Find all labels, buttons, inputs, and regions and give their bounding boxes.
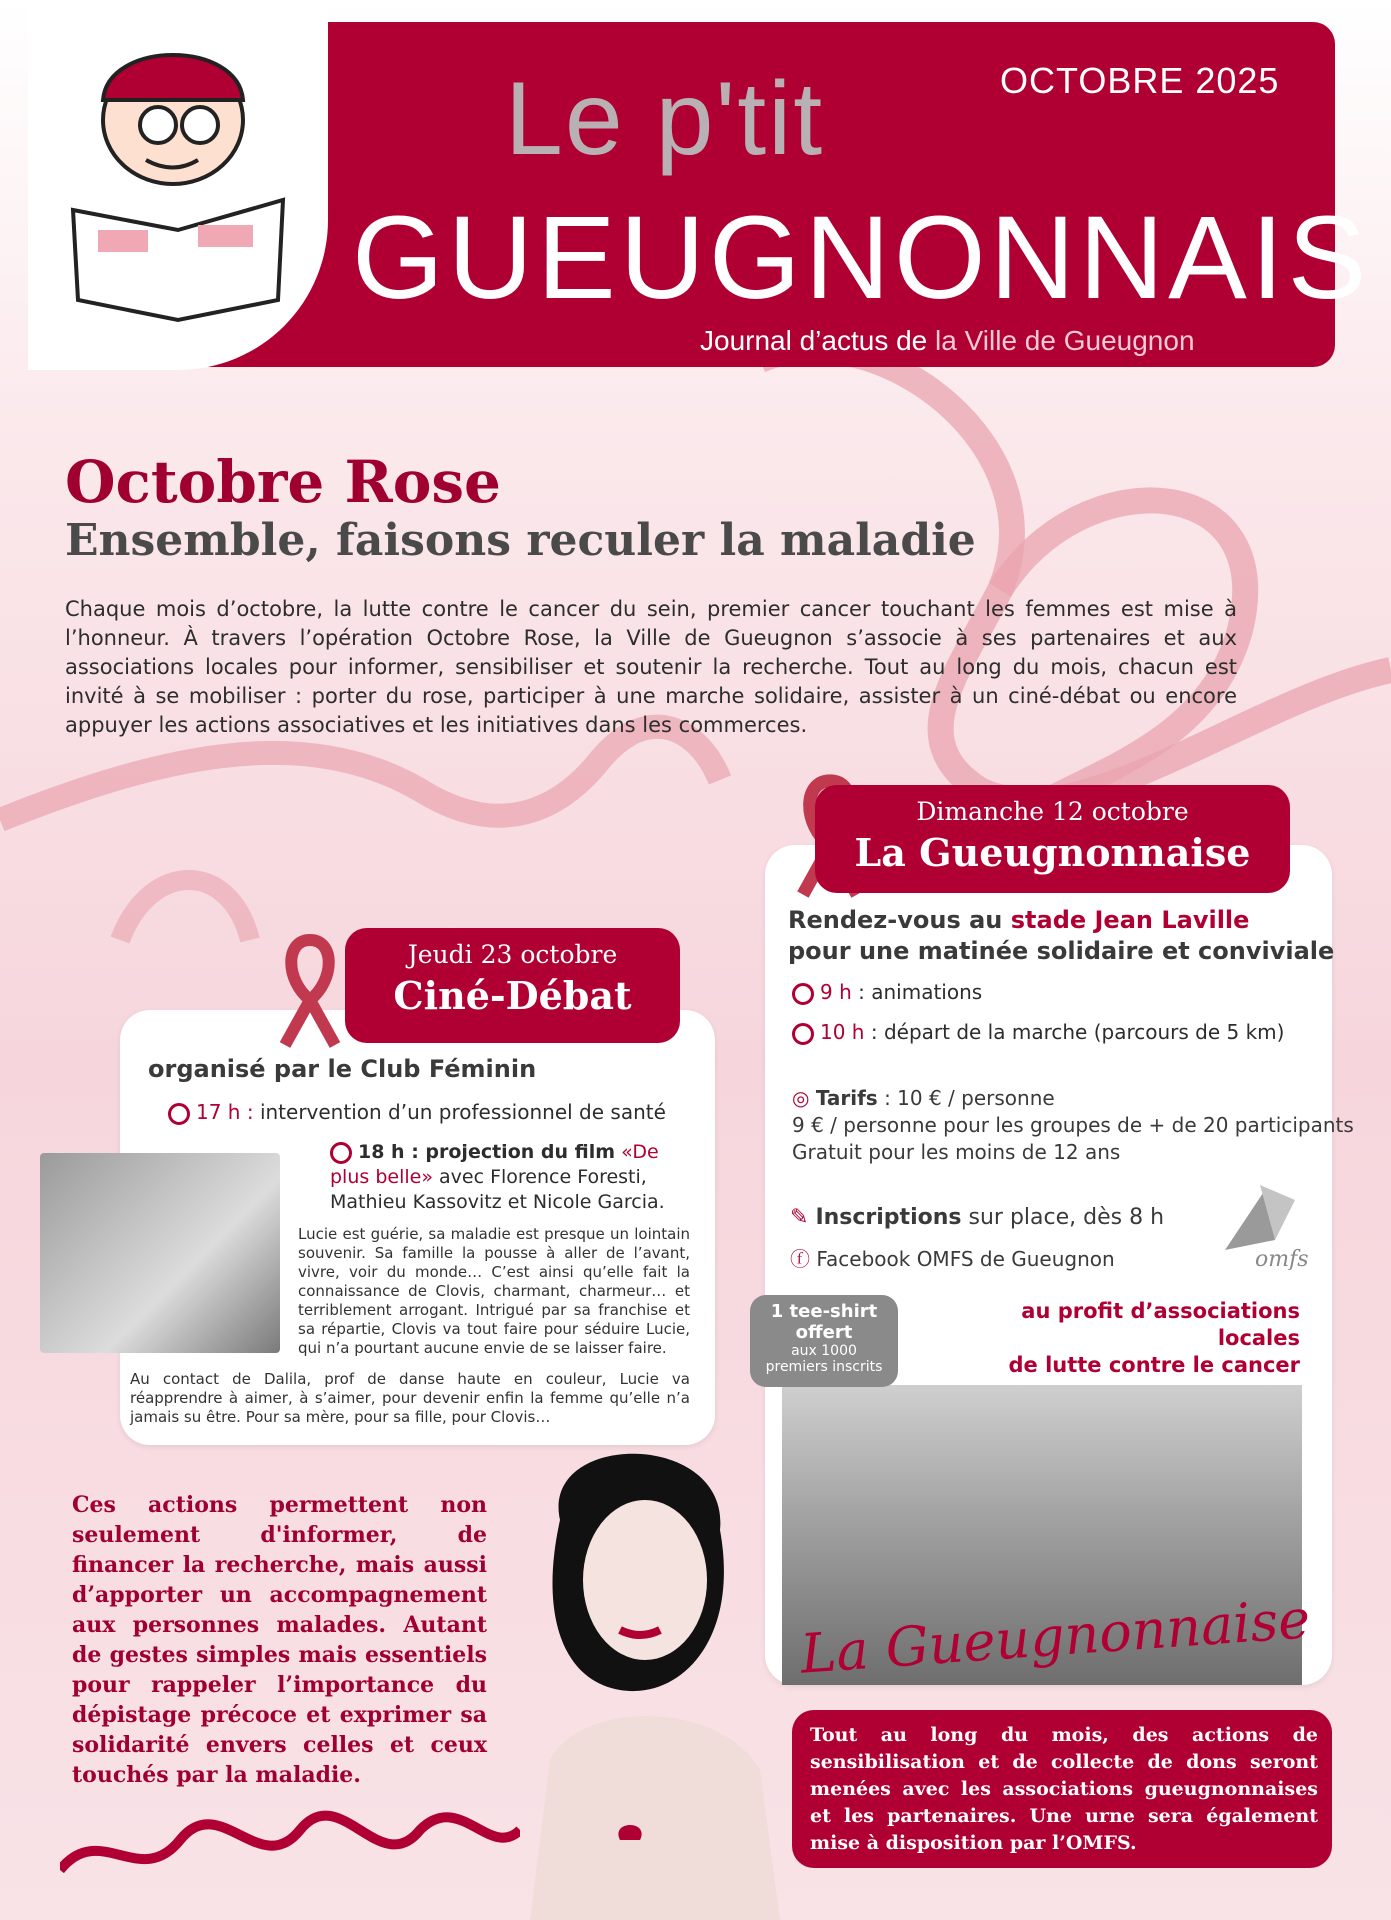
tarifs-label: Tarifs [815, 1086, 878, 1110]
cine-synopsis-2: Au contact de Dalila, prof de danse haute en couleur, Lucie va réapprendre à aimer, à s’aimer, pour devenir enfin la femme qu’elle n’a jamais su être. Pour sa mère, pour sa fille, pour Clovis… [130, 1370, 690, 1426]
form-icon: ✎ [790, 1205, 809, 1230]
caption-part1: La [798, 1618, 871, 1686]
film-still-photo [40, 1153, 280, 1353]
bottom-info-text: Tout au long du mois, des actions de sensibilisation et de collecte de dons seront menées avec les associations gueugnonnaises et les partenaires. Une urne sera également mise à disposition par l’OMFS. [810, 1724, 1318, 1854]
march-inscriptions [790, 1205, 1164, 1230]
tshirt-line4: premiers inscrits [765, 1359, 883, 1375]
tagline [700, 325, 1195, 357]
march-item2-time: 10 h [820, 1020, 865, 1044]
clock-icon [168, 1103, 190, 1125]
brand-title-line1: Le p'tit [505, 61, 825, 177]
march-intro-prefix: Rendez-vous au [788, 906, 1003, 934]
tarifs-free: Gratuit pour les moins de 12 ans [792, 1140, 1121, 1164]
facebook-text: Facebook OMFS de Gueugnon [816, 1247, 1115, 1271]
march-intro [788, 905, 1334, 967]
cine-schedule-item-2 [330, 1140, 690, 1215]
march-benefit [960, 1298, 1300, 1379]
intro-paragraph: Chaque mois d’octobre, la lutte contre le cancer du sein, premier cancer touchant les femmes est mise à l’honneur. À travers l’opération Octobre Rose, la Ville de Gueugnon s’associe à ses partenaires et aux associations locales pour informer, sensibiliser et soutenir la recherche. Tout au long du mois, chacun est invité à se mobiliser : porter du rose, participer à une marche solidaire, assister à un ciné-débat ou encore appuyer les actions associatives et les initiatives dans les commerces. [65, 597, 1237, 737]
clock-icon [792, 1023, 814, 1045]
mascot-reader-illustration [28, 0, 328, 370]
cine-film-title: «De plus belle» [330, 1141, 659, 1188]
cine-organizer: organisé par le Club Féminin [148, 1055, 537, 1083]
clock-icon [792, 983, 814, 1005]
tarifs-price: : 10 € / [884, 1086, 955, 1110]
cine-item1-text: intervention d’un professionnel de santé [259, 1100, 666, 1124]
cine-film-cast: avec Florence Foresti, Mathieu Kassovitz et Nicole Garcia. [330, 1166, 665, 1213]
cine-item1-time: 17 h : [196, 1100, 254, 1124]
tagline-city: la Ville de Gueugnon [935, 325, 1195, 356]
issue-date: OCTOBRE 2025 [1000, 60, 1280, 101]
woman-illustration [500, 1440, 800, 1920]
brand-title-line2: GUEUGNONNAIS [352, 192, 1371, 324]
march-intro-place: stade Jean Laville [1010, 906, 1250, 934]
march-schedule-item-1 [792, 980, 982, 1005]
inscr-label: Inscriptions [815, 1205, 962, 1230]
bottom-ribbon-decoration [60, 1770, 520, 1900]
march-item1-time: 9 h [820, 980, 852, 1004]
tshirt-line1: 1 tee-shirt [770, 1301, 878, 1322]
benefit-line2: de lutte contre le cancer [1008, 1353, 1300, 1377]
march-header-pill [815, 785, 1290, 893]
cine-synopsis-1: Lucie est guérie, sa maladie est presque un lointain souvenir. Sa famille la pousse à aller de l’avant, vivre, voir du monde… C’est ainsi qu’elle fait la connaissance de Clovis, charmant, charmeur… et terriblement arrogant. Intrigué par sa franchise et sa répartie, Clovis va tout faire pour séduire Lucie, qui n’a pourtant aucune envie de se laisser faire. [298, 1225, 690, 1357]
tshirt-badge [750, 1295, 898, 1387]
cine-title: Ciné-Débat [393, 973, 632, 1018]
section-subtitle: Ensemble, faisons reculer la maladie [65, 515, 976, 566]
clock-icon [330, 1142, 352, 1164]
tarifs-group: 9 € / personne pour les groupes de + de 20 participants [792, 1113, 1354, 1137]
cine-date: Jeudi 23 octobre [407, 940, 618, 969]
march-item2-extra: (parcours de 5 km) [1093, 1020, 1285, 1044]
cine-header-pill [345, 928, 680, 1043]
march-tarifs [792, 1085, 1354, 1166]
tarifs-unit: personne [961, 1086, 1055, 1110]
march-item2-text: : départ de la marche [870, 1020, 1088, 1044]
tshirt-line3: aux 1000 [791, 1343, 857, 1359]
march-title: La Gueugnonnaise [854, 830, 1251, 875]
facebook-icon: ⓕ [790, 1247, 810, 1271]
omfs-logo-text: omfs [1255, 1247, 1309, 1270]
march-schedule-item-2 [792, 1020, 1284, 1045]
tshirt-line2: offert [795, 1322, 853, 1343]
inscr-text: sur place, dès 8 h [968, 1205, 1165, 1230]
cine-schedule-item-1 [168, 1100, 666, 1125]
pink-ribbon-icon [275, 930, 345, 1050]
cine-item2-time: 18 h : projection du film [358, 1141, 616, 1163]
closing-paragraph: Ces actions permettent non seulement d'informer, de financer la recherche, mais aussi d’apporter un accompagnement aux personnes malades. Autant de gestes simples mais essentiels pour rappeler l’importance du dépistage précoce et exprimer sa solidarité envers celles et ceux touchés par la maladie. [72, 1492, 487, 1788]
benefit-line1: au profit d’associations locales [1021, 1299, 1300, 1350]
section-title: Octobre Rose [65, 448, 501, 516]
march-item1-text: : animations [858, 980, 983, 1004]
coins-icon: ◎ [792, 1086, 810, 1110]
march-intro-line2: pour une matinée solidaire et conviviale [788, 937, 1335, 965]
omfs-logo [1205, 1180, 1315, 1270]
facebook-link[interactable] [790, 1243, 1115, 1272]
tagline-prefix: Journal d’actus de [700, 325, 928, 356]
march-date: Dimanche 12 octobre [916, 797, 1189, 826]
caption-part2: Gueugnonnaise [883, 1587, 1313, 1680]
